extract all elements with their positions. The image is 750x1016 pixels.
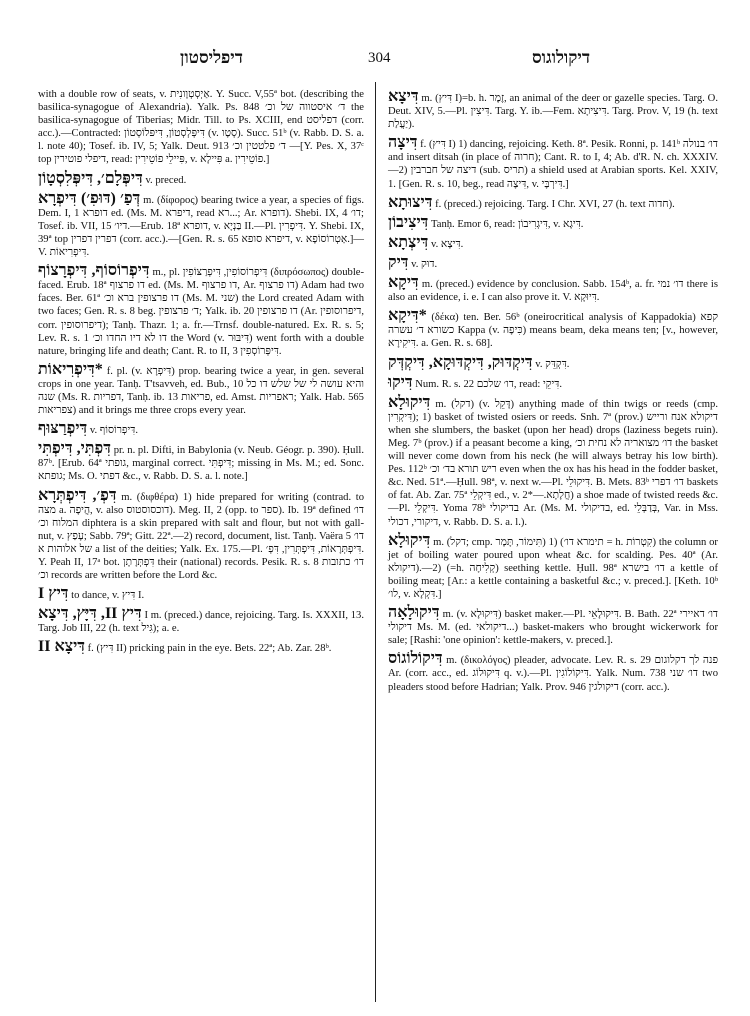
entry-definition: v. דוּק. (411, 258, 438, 270)
dictionary-entry (38, 170, 364, 187)
dictionary-entry (388, 234, 718, 251)
dictionary-entry (38, 88, 364, 167)
dictionary-entry (388, 604, 718, 647)
entry-definition: m. (דקל; cmp. תִּימוֹר, תָּמָר) 1) (תימרא דו׳ = h. קִטְרוֹת) the column or jet of boiling water poured upon wheat &c. for scalding. Pes. 40ª (Ar. דיקולא).—2) (=h. קְלִיחָה) seething kettle. Ḥull. 98ª דו׳ בישרא a kettle of boiling meat; [Ar.: a kettle containing a basketful &c.; v. preced.]. [Keth. 10ᵇ לו׳, v. דִּקְלָא.] (388, 536, 718, 600)
entry-definition: m. (δίφορος) bearing twice a year, a species of figs. Dem. I, 1 דופרא ed. (Ms. M. דיפרא, read רא...; Ar. דופרא). Shebi. IX, 4 דו׳; Tosef. ib. VII, 15 דיו׳.—Erub. 18ª דופרא, v. בַּנְיָא II.—Pl. דִּיפְרִין. Y. Shebi. IX, 39ª top דפרין דפרין (corr. acc.).—[Gen. R. s. 65 דיפרא סופא, v. אַטְרוֹסוֹפָא.]—V. דִּיפְרִיאוֹת. (38, 194, 365, 259)
dictionary-entry (388, 307, 718, 350)
right-column (388, 88, 718, 697)
entry-definition: f. (preced.) rejoicing. Targ. I Chr. XVI, 27 (h. text חדוה). (435, 198, 675, 210)
entry-definition: v. דִּיפְרוֹסוֹף. (89, 425, 139, 437)
entry-headword: דִּיץ I (38, 585, 69, 603)
entry-definition: Tanḥ. Emor 6, read: דִּיגְרִיבוֹן, v. דִּיגָא. (431, 218, 584, 230)
dictionary-entry (38, 190, 364, 259)
entry-definition: f. (דִּיץ I) 1) dancing, rejoicing. Keth. 8ª. Pesik. Ronni, p. 141ᵇ דו׳ בנולה and insert ditsah (in place of חרוה); Cant. R. to I, 4; Ab. d'R. N. ch. XXXIV.—2) דיצה של חברבין (sub. תריס) a shield used at Arabian sports. Kel. XXIV, 1. [Gen. R. s. 10, beg., read דִּיצָה, v. דִּירְבָּי.] (388, 139, 719, 190)
entry-headword: דִּיצָא (388, 88, 419, 105)
dictionary-entry (38, 605, 364, 635)
entry-definition: v. preced. (145, 174, 187, 186)
entry-definition: m. (v. דִּיקוּלָא) basket maker.—Pl. דִּיקוּלָאֵי. B. Bath. 22ª דו׳ דאיירי דיקולי Ms. M. (ed. דיקולאי...) basket-makers who brought wickerwork for sale; [Rashi: 'one opinion': kettle-makers, v. preced.]. (388, 609, 719, 647)
entry-definition: f. (דִּיץ II) pricking pain in the eye. Bets. 22ª; Ab. Zar. 28ᵇ. (87, 643, 332, 655)
dictionary-entry (38, 487, 364, 583)
entry-headword: דִּפְתִּי, דִּיפְתִּי (38, 440, 111, 458)
entry-definition: f. pl. (v. דִּיפְרָא) prop. bearing twice a year, in gen. several crops in one year. Tanḥ. T'tsavveh, ed. Bub., 10 והיא עושה לי של שלש דו כל שנה (Ms. R. דפריות, Tanḥ. ib. 13 פריאות, ed. Amst. ראפריות; Yalk. Hab. 565 צפריאות) and it brings me three crops every year. (38, 365, 365, 417)
entry-definition: v. דִּקְדֵּק. (535, 358, 570, 370)
entry-headword: דִּיקוּ (388, 373, 413, 391)
dictionary-entry (38, 361, 364, 417)
entry-headword: דִּיקוּלָאָה (388, 604, 440, 622)
entry-definition: v. דִּיצָא. (430, 238, 464, 250)
entry-definition: m. (דִּיץ I)=b. h. זֶמֶר, an animal of the deer or gazelle species. Targ. O. Deut. XIV, 5.—Pl. דִּיצִין. Targ. Y. ib.—Fem. דִּיצִיתָא. Targ. Prov. V, 19 (h. text יַעֲלַת). (388, 93, 718, 131)
entry-headword: דִּיקְדּוּק, דִּיקְדּוּקָא, דִּיקְדְּק (388, 353, 533, 371)
dictionary-entry (388, 650, 718, 693)
dictionary-entry (38, 440, 364, 483)
entry-headword: *דִּיקָא (388, 307, 427, 325)
entry-headword: דִּיקָא (388, 274, 419, 292)
entry-definition: m. (διφθέρα) 1) hide prepared for writing (contrad. to מצה a. הֲיפָה, v. also דוכסוסטוס). Meg. II, 2 (opp. to ספר). Ib. 19ª defined דו׳ המלוח וכ׳ diphtera is a skin prepared with salt and flour, but not with gall-nut, v. עָפַץ; Sabb. 79ª; Gitt. 22ª.—2) record, document, list. Tanḥ. Vaëra 5 דו׳ של אלוהות א a list of the deities; Yalk. Ex. 175.—Pl. דִּיפְתְּרָאוֹת, דִּיפְתְּרִין, דִּפְ׳. Y. Peah II, 17ᵃ bot. דִּפְתְּרָתָן their (national) records. Pesik. R. s. 8 דו׳ כתובות וכ׳ records are written before the Lord &c. (38, 491, 365, 582)
entry-headword: דִּיפְרַצּוּף (38, 420, 88, 438)
entry-headword: דִּיץ II, דִּיָּץ, דִּיצָא (38, 605, 142, 623)
dictionary-entry (38, 262, 364, 358)
dictionary-entry (388, 194, 718, 211)
entry-definition: Num. R. s. 22 דו׳ שלכם, read: דִּיקֵי. (415, 378, 562, 390)
dictionary-entry (388, 532, 718, 601)
entry-headword: דִּיצְתָא (388, 233, 429, 251)
entry-definition: m. (δικολόγος) pleader, advocate. Lev. R. s. 29 פנה לך דקלוגום Ar. (corr. acc., ed. דִּיקוּלוֹג q. v.).—Pl. דִּיקוֹלוֹגִין. Yalk. Num. 738 דו׳ שני two pleaders stood before Hadrian; Yalk. Prov. 946 דיקולגין (corr. acc.). (388, 655, 719, 693)
running-header (30, 48, 720, 76)
dictionary-entry (388, 214, 718, 231)
dictionary-entry (388, 254, 718, 271)
entry-definition: I m. (preced.) dance, rejoicing. Targ. Is. XXXII, 13. Targ. Job III, 22 (h. text גִּיל); a. e. (38, 610, 364, 635)
dictionary-entry (388, 354, 718, 371)
page-number: 304 (368, 50, 391, 66)
dictionary-entry (38, 420, 364, 437)
entry-headword: דִּיקוֹלוֹגוֹס (388, 650, 443, 668)
entry-headword: דִּיצָא II (38, 638, 85, 656)
entry-headword: דִּיפְרוֹסוֹף, דִּיפְרָצוֹף (38, 262, 150, 280)
entry-definition: to dance, v. דִּיץ I. (71, 590, 145, 602)
entry-definition: pr. n. pl. Difti, in Babylonia (v. Neub. Géogr. p. 390). Ḥull. 87ᵇ. [Erub. 64ª גופתי, marginal correct. דִּיפְתִּי; missing in Ms. M.; ed. Sonc. גופתא; Ms. O. דפתי &c., v. Rabb. D. S. a. l. note.] (38, 445, 365, 483)
entry-definition: with a double row of seats, v. אַיְסְטְוָונִית. Y. Succ. V,55ª bot. (describing the basilica-synagogue of Alexandria). Yalk. Ps. 848 ד׳ איסטווה של וכ׳ the basilica-synagogue of Tiberias; Midr. Till. to Ps. XCIII, end דפליסט (corr. acc.).—Contracted: דִּיפְּלְסְטוֹן, דִּיפּלוֹסְטוֹן (v. סְטָו). Succ. 51ᵇ (v. Rabb. D. S. a. l. note 40); Tosef. ib. IV, 5; Yalk. Deut. 913 ד׳ פלטטין וכ׳ —[Y. Pes. X, 37ᶜ top דיפלי פוטירין, read: פִּיילֵי פוֹטֵירִין, v. פִּיילָא a. פוֹטֵירִין.] (38, 89, 364, 166)
dictionary-entry (388, 374, 718, 391)
dictionary-entry (388, 274, 718, 304)
entry-headword: דִּיצָה (388, 134, 418, 152)
dictionary-entry (388, 88, 718, 131)
header-right-headword: דיקולוגוס (531, 48, 590, 67)
dictionary-entry (388, 134, 718, 190)
entry-headword: דִּפְ׳, דִּיפְתְּרָא (38, 486, 117, 504)
entry-definition: m. (preced.) evidence by conclusion. Sabb. 154ᵇ, a. fr. דו׳ נמי there is also an evidence, i. e. I can also prove it. V. דִּיוּקָא. (388, 279, 718, 304)
entry-headword: דִּיקוּלָא (388, 393, 431, 411)
entry-definition: (δέκα) ten. Ber. 56ᵇ (oneirocritical analysis of Kappadokia) קפא כשורא ד׳ עשרה Kappa (v. כִּיפָה) means beam, deka means ten; [v., however, דִּיקִירָא. a. Gen. R. s. 68]. (388, 312, 718, 350)
header-left-headword: דיפליסטון (180, 48, 243, 67)
entry-definition: m., pl. דִּיפְרוֹסוֹפִין, דִּיפְרַצּוֹפִין (διπρόσωπος) double-faced. Erub. 18ª דו פרצוף ed. (Ms. M. דו פרצוף, Ar. דו פרצוף) Adam had two faces. Ber. 61ª דו פרצופין ברא וכ׳ (Ms. M. שני) the Lord created Adam with two faces; Gen. R. s. 8 beg. ד׳ פרצופין; Yalk. ib. 20 דו פרצופין (Ar. דיפרוסופין, corr. דיפרוסופין); Tanḥ. Thazr. 1; a. fr.—Trnsf. double-natured. Ex. R. s. 5; Lev. R. s. 1 דו לא דיו החדו וכ׳ the Word (v. דִּיבּוּר) went forth with a double nature, bringing life and death; Cant. R. to II, 3 דִּיפְּרוֹסְפִין. (38, 267, 365, 357)
entry-headword: *דִּיפְרִיאוֹת (38, 360, 103, 378)
dictionary-entry (38, 638, 364, 655)
entry-headword: דְּפַ׳ (דּוּפִ׳) דִּיפְרָא (38, 189, 141, 207)
left-column (38, 88, 364, 659)
entry-headword: דִּיק (388, 253, 409, 271)
entry-headword: דִּיפְּלָם׳, דִּיפְּלִסְטָוֹן (38, 169, 143, 187)
dictionary-entry (388, 394, 718, 529)
entry-headword: דִּיקוּלָא (388, 531, 431, 549)
entry-headword: דִּיצִיבוֹן (388, 213, 429, 231)
entry-headword: דִּיצוּתָא (388, 193, 433, 211)
column-divider (375, 82, 376, 1002)
entry-definition: m. (דקל) (v. דָּקֵל) anything made of thin twigs or reeds (cmp. דִּיקְרִין); 1) basket of twisted osiers or reeds. Snh. 7ª (prov.) דיקולא אנח ורייש when she slumbers, the basket (upon her head) drops (laziness begets ruin). Meg. 7ᵇ (prov.) if a peasant become a king, דו׳ מצואריה לא נחית וכ׳ the basket will never come down from his neck (he will always betray his low birth). Pes. 112ᵇ ריש תורא בד׳ וכ׳ even when the ox has his head in the fodder basket, &c. Ned. 51ª.—Ḥull. 98ª, v. next w.—Pl. דִּיקוּלֵי. B. Mets. 83ᵇ דו׳ דפרי baskets of fat. Ab. Zar. 75ª דִּיקְלֵי ed., v. חֲלָתָא.—*2) a shoe made of twisted reeds &c.—Pl. דִּיקְלֵי. Yoma 78ᵇ בדיקולי Ar. (Ms. M. בדיקולי, ed. בְּדַבְּלֵי, Var. in Mss. דיקורי, דכולי, v. Rabb. D. S. a. l.). (388, 398, 719, 528)
dictionary-entry (38, 585, 364, 602)
